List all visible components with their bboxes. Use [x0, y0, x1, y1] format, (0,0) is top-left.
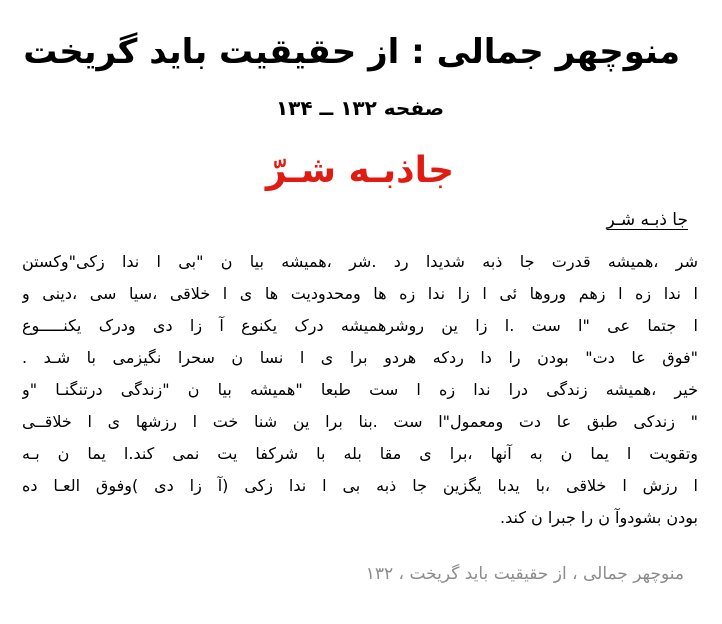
page-reference: صفحه ۱۳۲ ــ ۱۳۴	[275, 96, 445, 120]
body-paragraph	[22, 246, 698, 534]
body-line: ا ندا زه ا زهم وروها ئی ا زا ندا زه ها ومحدودیت ها ی ا خلاقی ،سیا سی ،دینی و	[22, 284, 698, 303]
body-line: بودن بشودوآ ن را جبرا ن کند.	[500, 508, 698, 527]
body-line: " زندکی طبق عا دت ومعمول"ا ست .بنا برا ین شنا خت ا رزشها ی ا خلاقــی	[22, 412, 698, 431]
section-sub-heading: جا ذبـه شـر	[606, 210, 688, 230]
body-line: ا رزش ا خلاقی ،با یدبا یگزین جا ذبه بی ا ندا زکی (آ زا دی )وفوق العـا ده	[22, 476, 698, 495]
document-title: منوچهر جمالی : از حقیقیت باید گریخت	[23, 32, 680, 72]
body-line: خیر ،همیشه زندگی درا ندا زه ا ست طبعا "همیشه بیا ن "زندگی درتنگنـا "و	[22, 380, 698, 399]
section-title: جاذبـه شـرّ	[265, 150, 455, 191]
source-citation: منوچهر جمالی ، از حقیقیت باید گریخت ، ۱۳۲	[365, 564, 684, 584]
body-line: شر ،همیشه قدرت جا ذبه شدیدا رد .شر ،همیشه بیا ن "بی ا ندا زکی"وکستن	[22, 252, 698, 271]
body-line: ا جتما عی "ا ست .ا زا ین روشرهمیشه درک یکنوع آ زا دی ودرک یکنـــــوع	[22, 316, 698, 335]
body-line: "فوق عا دت" بودن را دا ردکه هردو برا ی ا نسا ن سحرا نگیزمی با شـد .	[22, 348, 698, 367]
body-line: وتقویت ا یما ن به آنها ،برا ی مقا بله با شرکفا یت نمی کند.ا یما ن بـه	[22, 444, 698, 463]
